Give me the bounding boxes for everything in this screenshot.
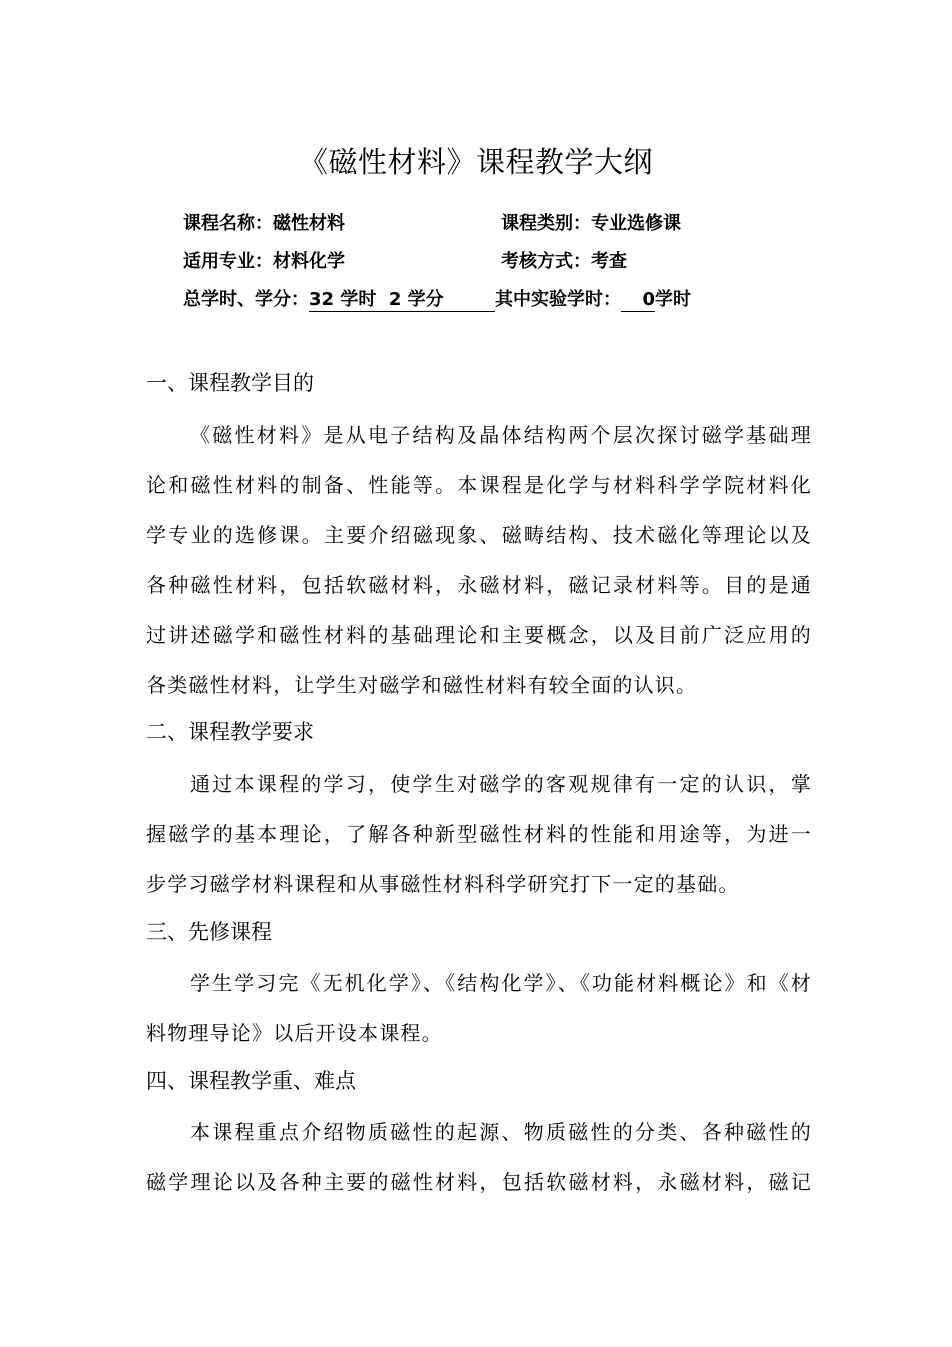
- text-line: 本课程重点介绍物质磁性的起源、物质磁性的分类、各种磁性的: [190, 1120, 812, 1144]
- section-heading-requirements: 二、课程教学要求: [146, 720, 314, 744]
- section-body-prerequisites: [146, 958, 812, 1058]
- assessment-method: 考核方式：考查: [501, 251, 627, 272]
- hours-credits-label: 总学时、学分：: [183, 289, 309, 310]
- course-type: 课程类别：专业选修课: [501, 213, 681, 234]
- section-heading-purpose: 一、课程教学目的: [146, 371, 314, 395]
- section-heading-prerequisites: 三、先修课程: [146, 920, 272, 944]
- text-line: 学专业的选修课。主要介绍磁现象、磁畴结构、技术磁化等理论以及: [146, 523, 812, 547]
- text-line: 《磁性材料》是从电子结构及晶体结构两个层次探讨磁学基础理: [190, 423, 812, 447]
- lab-hours-label: 其中实验学时：: [495, 289, 621, 310]
- hours-credits-value: 32 学时 2 学分: [309, 289, 495, 312]
- text-line: 握磁学的基本理论，了解各种新型磁性材料的性能和用途等，为进一: [146, 822, 812, 846]
- section-body-purpose: [146, 410, 812, 710]
- lab-hours-unit: 学时: [655, 289, 691, 310]
- applicable-major: 适用专业：材料化学: [183, 251, 345, 272]
- section-heading-key-points: 四、课程教学重、难点: [146, 1069, 356, 1093]
- course-name: 课程名称：磁性材料: [183, 213, 345, 234]
- page-title: 《磁性材料》课程教学大纲: [298, 145, 653, 179]
- hours-credits-row: [183, 285, 691, 315]
- section-body-key-points: [146, 1107, 812, 1207]
- text-line: 学生学习完《无机化学》、《结构化学》、《功能材料概论》和《材: [190, 971, 812, 995]
- text-line: 料物理导论》以后开设本课程。: [146, 1021, 443, 1045]
- text-line: 磁学理论以及各种主要的磁性材料，包括软磁材料，永磁材料，磁记: [146, 1170, 812, 1194]
- text-line: 通过本课程的学习，使学生对磁学的客观规律有一定的认识，掌: [190, 772, 812, 796]
- text-line: 步学习磁学材料课程和从事磁性材料科学研究打下一定的基础。: [146, 872, 740, 896]
- lab-hours-value: 0: [621, 289, 655, 312]
- text-line: 论和磁性材料的制备、性能等。本课程是化学与材料科学学院材料化: [146, 473, 812, 497]
- section-body-requirements: [146, 759, 812, 909]
- text-line: 各类磁性材料，让学生对磁学和磁性材料有较全面的认识。: [146, 673, 698, 697]
- text-line: 各种磁性材料，包括软磁材料，永磁材料，磁记录材料等。目的是通: [146, 573, 812, 597]
- text-line: 过讲述磁学和磁性材料的基础理论和主要概念，以及目前广泛应用的: [146, 623, 812, 647]
